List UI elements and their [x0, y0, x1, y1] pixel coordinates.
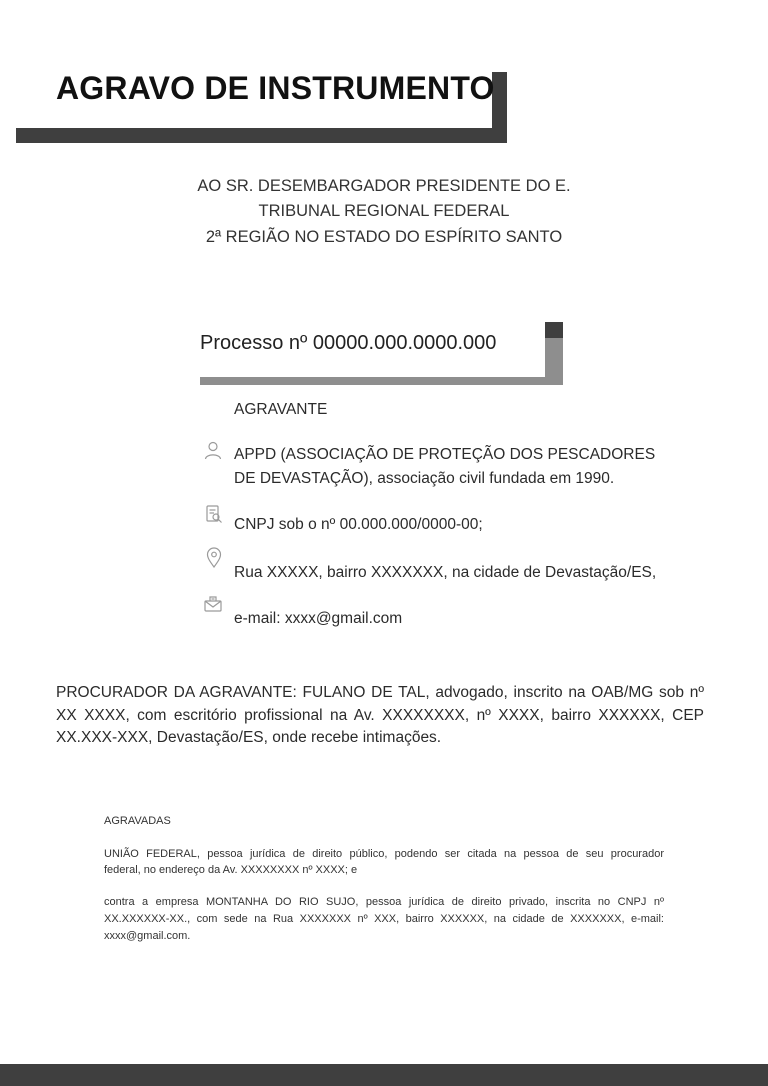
agravante-email: e-mail: xxxx@gmail.com [234, 610, 403, 627]
agravante-cnpj: CNPJ sob o nº 00.000.000/0000-00; [234, 516, 483, 533]
uniao-federal-line-1: UNIÃO FEDERAL, pessoa jurídica de direito público, podendo ser citada na pessoa de seu procurador [104, 848, 664, 860]
procurador-line-2: XX XXXX, com escritório profissional na Av. XXXXXXXX, nº XXXX, bairro XXXXXX, CEP [56, 707, 704, 724]
process-accent-block [545, 322, 563, 338]
addressee-line-1: AO SR. DESEMBARGADOR PRESIDENTE DO E. [197, 177, 571, 195]
title-underline-bar [16, 128, 507, 143]
footer-bar [0, 1064, 768, 1086]
process-underline-bar [200, 377, 563, 385]
agravante-name-line-1: APPD (ASSOCIAÇÃO DE PROTEÇÃO DOS PESCADORES [234, 446, 656, 463]
montanha-line-3: xxxx@gmail.com. [104, 930, 191, 942]
uniao-federal-line-2: federal, no endereço da Av. XXXXXXXX nº XXXX; e [104, 864, 358, 876]
email-icon [203, 593, 223, 615]
page-title: AGRAVO DE INSTRUMENTO [56, 70, 495, 106]
document-search-icon [204, 504, 224, 526]
procurador-line-1: PROCURADOR DA AGRAVANTE: FULANO DE TAL, advogado, inscrito na OAB/MG sob nº [56, 684, 704, 701]
location-pin-icon [204, 547, 224, 569]
montanha-line-1: contra a empresa MONTANHA DO RIO SUJO, pessoa jurídica de direito privado, inscrita no CNPJ nº [104, 896, 664, 908]
agravante-name-line-2: DE DEVASTAÇÃO), associação civil fundada em 1990. [234, 470, 615, 487]
agravante-address: Rua XXXXX, bairro XXXXXXX, na cidade de Devastação/ES, [234, 564, 657, 581]
user-icon [203, 440, 223, 462]
procurador-line-3: XX.XXX-XXX, Devastação/ES, onde recebe intimações. [56, 729, 442, 746]
addressee-line-3: 2ª REGIÃO NO ESTADO DO ESPÍRITO SANTO [205, 228, 563, 246]
agravante-label: AGRAVANTE [234, 401, 328, 418]
montanha-line-2: XX.XXXXXX-XX., com sede na Rua XXXXXXX nº XXX, bairro XXXXXX, na cidade de XXXXXXX, e-mail: [104, 913, 664, 925]
process-number: Processo nº 00000.000.0000.000 [200, 332, 497, 354]
agravadas-label: AGRAVADAS [104, 815, 171, 827]
addressee-line-2: TRIBUNAL REGIONAL FEDERAL [258, 202, 510, 220]
